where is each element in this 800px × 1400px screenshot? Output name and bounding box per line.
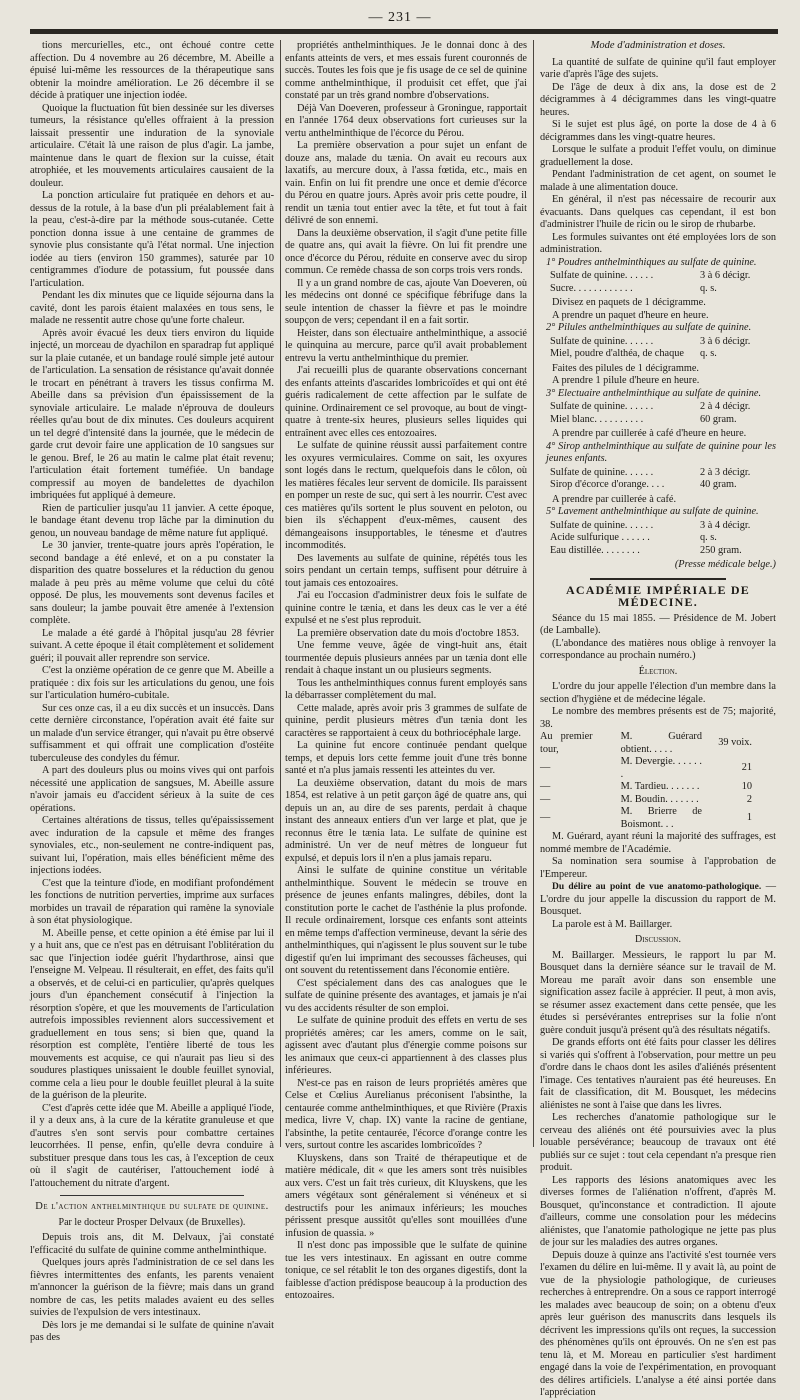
- vote-round: —: [540, 762, 551, 774]
- paragraph: C'est spécialement dans des cas analogues que le sulfate de quinine présente des avantages, et jamais je n'ai vu des accidents résulter de son emploi.: [285, 977, 527, 1014]
- quantity: 2 à 4 décigr.: [700, 401, 751, 412]
- paragraph: L'ordre du jour appelle l'élection d'un membre dans la section d'hygiène et de médecine légale.: [540, 681, 776, 705]
- formula-title: 1° Poudres anthelminthiques au sulfate de quinine.: [546, 256, 757, 268]
- vote-row: [540, 756, 776, 781]
- paragraph: La quantité de sulfate de quinine qu'il faut employer varie d'après l'âge des sujets.: [540, 56, 776, 80]
- vote-count: 2: [746, 793, 752, 805]
- paragraph: En général, il n'est pas nécessaire de recourir aux évacuants. Dans quelques cas cependant, il est bon d'administrer l'huile de ricin ou le sirop de rhubarbe.: [540, 194, 776, 230]
- vote-round: Au premier tour,: [540, 731, 593, 755]
- paragraph: Quoique la fluctuation fût bien dessinée sur les diverses tumeurs, la résistance qu'elles offraient à la pression laissait pressentir une induration de la synoviale articulaire. C'était là une raison de plus d'agir. La jambe, maintenue dans le quart de flexion sur la cuisse, était atrophiée, et les mouvements articulaires causaient de la douleur.: [30, 102, 274, 189]
- paragraph: Certaines altérations de tissus, telles qu'épaississement avec induration de la capsule et même des franges synoviales, etc., non-seulement ne contre-indiquent pas, suivant lui, l'opération, mais elles bénéficient même des injections iodées.: [30, 815, 274, 876]
- paragraph: Pendant les dix minutes que ce liquide séjourna dans la cavité, dont les parois étaient malaxées en tous sens, le malade ne ressentit autre chose qu'une forte chaleur.: [30, 290, 274, 326]
- formula-instruction: Faites des pilules de 1 décigramme.: [552, 362, 699, 374]
- paragraph: De grands efforts ont été faits pour classer les délires si variés qui s'offrent à l'observation, pour mettre un peu d'ordre dans le chaos dont les asiles d'aliénés présentent l'image. Ces tentatives n'auraient pas été heureuses. En fait de classification, dit M. Bousquet, les médecins aliénistes ne sont à l'aise que dans les livres.: [540, 1037, 776, 1111]
- formula-row: [540, 283, 776, 296]
- section-rule: [60, 1195, 244, 1196]
- paragraph: Sa nomination sera soumise à l'approbation de l'Empereur.: [540, 856, 776, 880]
- column-1: [30, 40, 274, 1343]
- paragraph: Des lavements au sulfate de quinine, répétés tous les soirs pendant un certain temps, suffisent pour détruire à tout jamais ces entozoaires.: [285, 552, 527, 589]
- paragraph: La première observation a pour sujet un enfant de douze ans, malade du tænia. On avait eu recours aux laxatifs, au mercure doux, à l'assa fœtida, etc., mais en vain. Enfin on lui fit prendre une once et demie d'écorce du Pérou en quatre jours. Après avoir pris cette poudre, il rendit un tænia tout entier avec la tête, et fut tout à fait délivré de son ennemi.: [285, 140, 527, 226]
- column-3: [540, 40, 777, 1398]
- vote-row: [540, 731, 776, 756]
- column-2-paragraphs: [285, 40, 527, 1303]
- paragraph: Le sulfate de quinine réussit aussi parfaitement contre les oxyures vermiculaires. Comme on sait, les oxyures sont logés dans le rectum, quelquefois dans le côlon, où les matières fécales leur servent de domicile. Ils paraissent en pomper un reste de suc, qui sert à les nourrir. C'est avec ces matières qu'ils sortent le plus souvent en peloton, ou bien ils s'échappent d'eux-mêmes, causent des démangeaisons insupportables, le ténesme et d'autres incommodités.: [285, 440, 527, 551]
- formula-instruction: A prendre un paquet d'heure en heure.: [552, 309, 709, 321]
- vote-count: 10: [741, 781, 752, 792]
- ingredient: Sulfate de quinine. . . . . .: [550, 270, 654, 281]
- candidate-name: M. Devergie. . . . . . .: [620, 756, 702, 780]
- correspondence-note: (L'abondance des matières nous oblige à renvoyer la correspondance au prochain numéro.): [540, 637, 776, 661]
- quantity: 3 à 4 décigr.: [700, 519, 751, 531]
- column-1-paragraphs-2: [30, 1232, 274, 1345]
- election-heading: Élection.: [638, 665, 678, 677]
- academy-title: ACADÉMIE IMPÉRIALE DE MÉDECINE.: [566, 582, 750, 609]
- quantity: 40 gram.: [700, 479, 737, 490]
- delire-rest: — L'ordre du jour appelle la discussion du rapport de M. Bousquet.: [540, 881, 777, 917]
- vote-round: —: [540, 793, 551, 805]
- session-line: Séance du 15 mai 1855. — Présidence de M. Jobert (de Lamballe).: [540, 612, 776, 636]
- paragraph: Kluyskens, dans son Traité de thérapeutique et de matière médicale, dit « que les amers sont très nuisibles aux vers. C'est un fait très curieux, dit Kluyskens, que les amers végétaux sont généralement si vénéneux et si destructifs pour les animaux inférieurs; les mouches périssent presque aussitôt qu'elles sont mouillées d'une infusion de quassia. »: [285, 1152, 527, 1239]
- paragraph: J'ai eu l'occasion d'administrer deux fois le sulfate de quinine contre le tænia, et dans les deux cas le ver a été expulsé et ne s'est plus reproduit.: [285, 590, 527, 626]
- paragraph: La quinine fut encore continuée pendant quelque temps, et depuis lors cette femme jouit d'une très bonne santé et n'a plus jamais ressenti les atteintes du ver.: [285, 740, 527, 776]
- formula-instruction: Divisez en paquets de 1 décigramme.: [552, 297, 706, 308]
- column-3-paragraphs: [540, 57, 776, 257]
- ingredient: Sulfate de quinine. . . . . .: [550, 519, 654, 531]
- paragraph: Dès lors je me demandai si le sulfate de quinine n'avait pas des: [30, 1319, 274, 1343]
- quantity: 60 gram.: [700, 413, 737, 425]
- paragraph: Tous les anthelminthiques connus furent employés sans la débarrasser complètement du mal.: [285, 677, 527, 701]
- ingredient: Sirop d'écorce d'orange. . . .: [550, 479, 665, 490]
- paragraph: Depuis trois ans, dit M. Delvaux, j'ai constaté l'efficacité du sulfate de quinine comme anthelminthique.: [30, 1232, 274, 1256]
- formula-row: [540, 270, 776, 283]
- paragraph: Il n'est donc pas impossible que le sulfate de quinine tue les vers intestinaux. En agissant en outre comme tonique, ce sel rétablit le ton des organes digestifs, dont la faiblesse d'action prédispose beaucoup à la production des entozoaires.: [285, 1240, 527, 1301]
- paragraph: A part des douleurs plus ou moins vives qui ont parfois nécessité une application de sangsues, M. Abeille assure n'avoir jamais eu d'accident sérieux à la suite de ces opérations.: [30, 765, 274, 814]
- formula-row: [540, 467, 776, 480]
- formula-row: [540, 520, 776, 533]
- formula-row: [540, 414, 776, 427]
- vote-round: —: [540, 812, 551, 824]
- paragraph: Déjà Van Doeveren, professeur à Groningue, rapportait en l'année 1764 deux observations fort curieuses sur la vertu anthelminthique de l'écorce du Pérou.: [285, 102, 527, 139]
- paragraph: Les recherches d'anatomie pathologique sur le cerveau des aliénés ont été poursuivies avec la plus louable persévérance; beaucoup de travaux ont été publiés sur ce sujet : tout cela cependant n'a presque rien produit.: [540, 1112, 776, 1173]
- formula-row: [540, 479, 776, 492]
- paragraph: Pendant l'administration de cet agent, on soumet le malade à une alimentation douce.: [540, 169, 776, 193]
- paragraph: La deuxième observation, datant du mois de mars 1854, est relative à un petit garçon âgé de quatre ans, qui depuis un an, au dire de ses parents, perdait à chaque instant des anneaux entiers d'un ver large et plat, que je reconnus être le tænia lata. Le sulfate de quinine est administré. Un ver de neuf mètres de longueur fut expulsé, et depuis lors il n'en a plus jamais reparu.: [285, 777, 527, 864]
- ingredient: Sucre. . . . . . . . . . . .: [550, 282, 633, 294]
- paragraph: Heister, dans son électuaire anthelminthique, a associé le quinquina au mercure, parce qu'il avait probablement entrevu la vertu anthelminthique du premier.: [285, 327, 527, 364]
- formula-row: [540, 336, 776, 349]
- candidate-name: M. Guérard obtient. . . . .: [620, 731, 702, 755]
- quantity: q. s.: [700, 532, 717, 543]
- discussion-heading: Discussion.: [635, 934, 681, 945]
- formula-instruction: A prendre par cuillerée à café.: [552, 493, 677, 505]
- formula-instruction: A prendre par cuillerée à café d'heure en heure.: [552, 428, 747, 439]
- formula-table: [540, 520, 776, 558]
- formula-table: [540, 270, 776, 295]
- paragraph: Les formules suivantes ont été employées lors de son administration.: [540, 231, 776, 255]
- paragraph: Le malade a été gardé à l'hôpital jusqu'au 28 février suivant. A cette époque il était complètement et solidement guéri; il pouvait aller reprendre son service.: [30, 627, 274, 664]
- formula-title: 3° Electuaire anthelminthique au sulfate de quinine.: [546, 387, 762, 399]
- paragraph: Si le sujet est plus âgé, on porte la dose de 4 à 6 décigrammes dans les vingt-quatre heures.: [540, 119, 776, 143]
- header-rule: [30, 29, 778, 34]
- formula-instruction: A prendre 1 pilule d'heure en heure.: [552, 375, 700, 386]
- formula-title: 5° Lavement anthelminthique au sulfate de quinine.: [546, 506, 759, 517]
- vote-count: 1: [746, 812, 752, 824]
- paragraph: La première observation date du mois d'octobre 1853.: [297, 627, 520, 639]
- paragraph: M. Baillarger. Messieurs, le rapport lu par M. Bousquet dans la dernière séance sur le travail de M. Moreau me paraît avoir dans son ensemble une signification assez facile à apprécier. Il peut, à mon avis, se résumer assez exactement dans cette pensée, que les études si persévérantes entreprises sur la folie n'ont guère conduit jusqu'à présent qu'à des résultats négatifs.: [540, 949, 776, 1036]
- section-title: De l'action anthelminthique du sulfate de quinine.: [35, 1201, 269, 1212]
- paragraph: propriétés anthelminthiques. Je le donnai donc à des enfants atteints de vers, et mes essais furent couronnés de succès. Toutes les fois que je fis usage de ce sel de quinine comme anthelminthique, il produisit cet effet, que j'ai constaté par un très grand nombre d'observations.: [285, 40, 527, 101]
- paragraph: Depuis douze à quinze ans l'activité s'est tournée vers l'examen du délire en lui-même. Il y avait là, au point de vue de la physiologie pathologique, de curieuses recherches à entreprendre. On a sous ce rapport interrogé les malades avec beaucoup de soin; on a obtenu d'eux après leur guérison des manuscrits dans lesquels ils décrivent les impressions qu'ils ont reçues, la succession des phénomènes qu'ils ont éprouvés. On ne s'en est pas tenu là, et M. Moreau en particulier s'est hardiment engagé dans la voie de l'expérimentation, en provoquant des délires artificiels. L'analyse a été ainsi portée dans l'appréciation: [540, 1249, 776, 1398]
- article-byline: Par le docteur Prosper Delvaux (de Bruxelles).: [58, 1216, 246, 1228]
- vote-row: [540, 794, 776, 807]
- paragraph: Dans la deuxième observation, il s'agit d'une petite fille de quatre ans, qui avait la fièvre. On lui fit prendre une once d'écorce du Pérou, réduite en conserve avec du sirop commun. Ce remède chassa de son corps trois vers ronds.: [285, 227, 527, 276]
- formula-table: [540, 336, 776, 361]
- paragraph: Rien de particulier jusqu'au 11 janvier. A cette époque, le bandage étant devenu trop lâche par la diminution du genou, un nouveau bandage de même nature fut appliqué.: [30, 502, 274, 539]
- vote-row: [540, 781, 776, 794]
- paragraph: Le 30 janvier, trente-quatre jours après l'opération, le second bandage a été enlevé, et on a pu constater la disparition des quatre bosselures et la réduction du genou malade à peu près au même volume que celui du côté opposé. De plus, les mouvements sont devenus faciles et sans douleur; la jambe pouvait être amenée à l'extension complète.: [30, 540, 274, 626]
- vote-row: [540, 806, 776, 831]
- quantity: 250 gram.: [700, 544, 742, 556]
- ingredient: Sulfate de quinine. . . . . .: [550, 401, 654, 412]
- quantity: 3 à 6 décigr.: [700, 270, 751, 281]
- paragraph: Lorsque le sulfate a produit l'effet voulu, on diminue graduellement la dose.: [540, 144, 776, 168]
- paragraph: C'est que la teinture d'iode, en modifiant profondément les fonctions de nutrition perverties, imprime aux surfaces morbides un travail de réparation qui ramène la synoviale à son état physiologique.: [30, 877, 274, 926]
- paragraph: N'est-ce pas en raison de leurs propriétés amères que Celse et Cœlius Aurelianus préconisent l'absinthe, la centaurée comme anthelminthiques, et que Rivière (Praxis medica, livre V, chap. IX) vante la racine de gentiane, l'absinthe, la petite centaurée, l'écorce d'orange contre les vers, surtout contre les ascarides lombricoïdes ?: [285, 1077, 527, 1151]
- paragraph: M. Abeille pense, et cette opinion a été émise par lui il y a huit ans, que ce n'est pas en détruisant l'oblitération du sac que l'injection iodée guérit l'hydarthrose, ainsi que l'enseigne M. Velpeau. Il résulterait, en effet, des faits qu'il a observés, et de celui-ci en particulier, qu'après quelques jours d'un épanchement consécutif à l'injection la résorption s'opère, et que les mouvements de l'articulation autrefois impossibles reviennent alors successivement et graduellement en tous sens; si bien que, quand la résorption est complète, l'entière liberté de tous les mouvements est acquise, ce qui n'aurait pas lieu si des soudures plastiques unissaient le double feuillet synovial, comme cela a lieu pour le double feuillet pleural à la suite de la guérison de la pleurite.: [30, 927, 274, 1101]
- ingredient: Eau distillée. . . . . . . .: [550, 544, 640, 556]
- ingredient: Sulfate de quinine. . . . . .: [550, 466, 654, 478]
- paragraph: Quelques jours après l'administration de ce sel dans les fièvres intermittentes des enfants, les parents venaient m'annoncer la guérison de la fièvre; mais dans un grand nombre de cas, les petits malades avaient eu des selles suivies de l'expulsion de vers intestinaux.: [30, 1257, 274, 1318]
- paragraph: M. Guérard, ayant réuni la majorité des suffrages, est nommé membre de l'Académie.: [540, 831, 776, 855]
- source-credit: (Presse médicale belge.): [674, 559, 776, 570]
- column-1-paragraphs: [30, 40, 274, 1190]
- formula-title: 4° Sirop anthelminthique au sulfate de quinine pour les jeunes enfants.: [546, 440, 776, 464]
- formula-table: [540, 467, 776, 492]
- ingredient: Miel blanc. . . . . . . . . .: [550, 413, 644, 425]
- formula-row: [540, 348, 776, 361]
- paragraph: Les rapports des lésions anatomiques avec les diverses formes de l'aliénation n'offrent, d'après M. Bousquet, qu'inconstance et contradiction. Il ajoute d'ailleurs, comme une consolation pour les médecins aliénistes, que l'anatomie pathologique ne jette pas plus de jour sur les maladies des autres organes.: [540, 1174, 776, 1248]
- formula-row: [540, 545, 776, 558]
- paragraph: C'est la onzième opération de ce genre que M. Abeille a pratiquée : dix fois sur les articulations du genou, une fois sur l'articulation huméro-cubitale.: [30, 665, 274, 701]
- formula-row: [540, 532, 776, 545]
- vote-round: —: [540, 781, 551, 792]
- quantity: 3 à 6 décigr.: [700, 335, 751, 347]
- formula-title: 2° Pilules anthelminthiques au sulfate de quinine.: [546, 322, 752, 333]
- paragraph: Sur ces onze cas, il a eu dix succès et un insuccès. Dans cette dernière circonstance, l'opération avait été faite sur un malade d'un service étranger, qui n'avait pu être observé suffisamment et qui offrait une complication d'ostéite tuberculeuse des condyles du fémur.: [30, 702, 274, 764]
- formulas: [540, 257, 776, 558]
- paragraph: C'est d'après cette idée que M. Abeille a appliqué l'iode, il y a deux ans, à la cure de la kératite granuleuse et que d'autres s'en sont servis pour combattre certaines leucorrhées. Il pense, enfin, qu'elle devra conduire à substituer presque dans tous les cas, à l'exception de ceux où il s'agit de cautériser, l'attouchement iodé à l'attouchement du nitrate d'argent.: [30, 1102, 274, 1189]
- academy-rule: [590, 578, 726, 580]
- paragraph: Après avoir évacué les deux tiers environ du liquide injecté, un morceau de dyachilon en sparadrap fut appliqué sur la plaie cutanée, et un bandage roulé simple jeté autour de l'articulation. La sensation de résistance qu'avait donnée le trocart en pénétrant à travers les tissus confirma M. Abeille dans sa prévision d'un épaississement de la synoviale articulaire. Le malade n'éprouva de douleurs réelles qu'au bout de dix minutes. Ces douleurs acquirent un tel degré d'intensité dans la journée, que le médecin de garde crut devoir faire une application de 10 sangsues sur le genou. Bref, le 26 au matin le calme plat était revenu; l'articulation était fortement tuméfiée. Un bandage compressif au moyen de bandelettes de dyachilon imbriquées fut appliqué à demeure.: [30, 327, 274, 501]
- subhead-administration: Mode d'administration et doses.: [590, 40, 726, 51]
- column-2: [285, 40, 527, 1301]
- delire-paragraph: [540, 881, 776, 919]
- votes-table: [540, 731, 776, 831]
- quantity: q. s.: [700, 348, 717, 359]
- quantity: 2 à 3 décigr.: [700, 466, 751, 478]
- formula-table: [540, 401, 776, 426]
- ingredient: Miel, poudre d'althéa, de chaque: [550, 348, 684, 359]
- ingredient: Sulfate de quinine. . . . . .: [550, 335, 654, 347]
- candidate-name: M. Brierre de Boismont. . .: [620, 806, 702, 830]
- candidate-name: M. Boudin. . . . . . .: [620, 793, 699, 805]
- discussion-paragraphs: [540, 950, 776, 1400]
- quantity: q. s.: [700, 282, 717, 294]
- election-result-paragraphs: [540, 831, 776, 881]
- delire-lead: Du délire au point de vue anatomo-pathologique.: [552, 882, 762, 892]
- paragraph: Ainsi le sulfate de quinine constitue un véritable anthelminthique. Souvent le médecin se trouve en présence de jeunes enfants malingres, débiles, dont la constitution porte le cachet de l'asthénie la plus profonde. Il recule ordinairement, lorsque ces enfants sont atteints en même temps d'affection vermineuse, devant la série des anthelminthiques, qui n'agissent le plus souvent sur le tube digestif qu'en lui imprimant des secousses fâcheuses, qui ont souvent du retentissement dans l'économie entière.: [285, 865, 527, 976]
- page-number: — 231 —: [368, 10, 432, 25]
- paragraph: tions mercurielles, etc., ont échoué contre cette affection. Du 4 novembre au 26 décembre, M. Abeille a épuisé lui-même les ressources de la thérapeutique sans obtenir la moindre amélioration. Le 26 décembre il se décide à pratiquer une injection iodée.: [30, 40, 274, 101]
- paragraph: Une femme veuve, âgée de vingt-huit ans, était tourmentée depuis plusieurs années par un tænia dont elle rendait à chaque instant un ou plusieurs segments.: [285, 640, 527, 676]
- paragraph: La ponction articulaire fut pratiquée en dehors et au-dessus de la rotule, à la base d'un pli préalablement fait à la peau, c'est-à-dire par la méthode sous-cutanée. Cette ponction donna issue à une centaine de grammes de synovie plus consistante qu'à l'état normal. Une injection iodée au tiers (environ 150 grammes), saturée par 10 centigrammes d'iodure de potassium, fut poussée dans l'articulation.: [30, 190, 274, 289]
- column-divider-1: [280, 40, 281, 1147]
- paragraph: Le nombre des membres présents est de 75; majorité, 38.: [540, 706, 776, 730]
- vote-count: 21: [741, 762, 752, 774]
- candidate-name: M. Tardieu. . . . . . .: [620, 781, 700, 792]
- paragraph: Cette malade, après avoir pris 3 grammes de sulfate de quinine, perdit plusieurs mètres d'un tænia dont les caractères se rapportaient à ceux du bothriocéphale large.: [285, 702, 527, 739]
- paragraph: Il y a un grand nombre de cas, ajoute Van Doeveren, où les médecins ont donné ce spécifique fébrifuge dans la seule intention de chasser la fièvre et pas le moindre soupçon de vers; cependant il en a fait sortir.: [285, 277, 527, 326]
- delire-floor: La parole est à M. Baillarger.: [552, 918, 673, 930]
- paragraph: De l'âge de deux à dix ans, la dose est de 2 décigrammes à 4 décigrammes dans les vingt-quatre heures.: [540, 81, 776, 118]
- paragraph: J'ai recueilli plus de quarante observations concernant des enfants atteints d'ascarides lombricoïdes et qui ont été guéris radicalement de cette affection par le sulfate de quinine. Ordinairement ce sel provoque, au bout de vingt-quatre à trente-six heures, plusieurs selles liquides qui entraînent avec elles ces entozoaires.: [285, 365, 527, 439]
- ingredient: Acide sulfurique . . . . . .: [550, 532, 650, 543]
- column-divider-2: [533, 40, 534, 1147]
- election-paragraphs: [540, 681, 776, 731]
- paragraph: Le sulfate de quinine produit des effets en vertu de ses propriétés amères; car les amers, comme on le sait, agissent avec d'autant plus d'énergie comme poisons sur les animaux que ceux-ci appartiennent à des classes plus inférieures.: [285, 1015, 527, 1076]
- formula-row: [540, 401, 776, 414]
- vote-count: 39 voix.: [718, 737, 752, 749]
